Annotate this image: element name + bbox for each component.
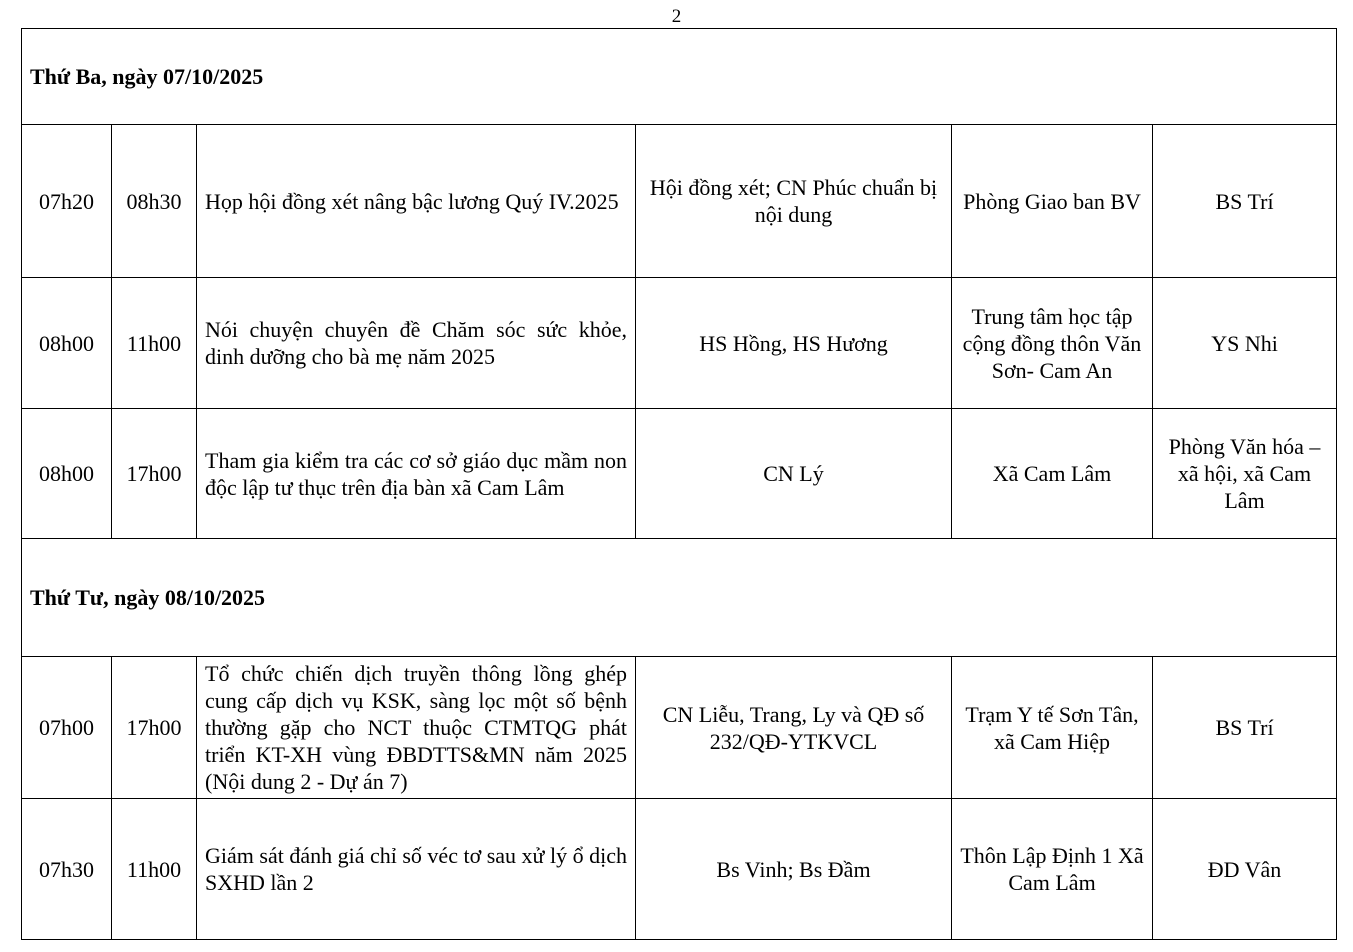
- start-time: 07h30: [22, 799, 112, 940]
- chair: BS Trí: [1153, 125, 1337, 278]
- chair: YS Nhi: [1153, 278, 1337, 409]
- end-time: 08h30: [112, 125, 197, 278]
- participants: CN Lý: [636, 409, 952, 539]
- location: Thôn Lập Định 1 Xã Cam Lâm: [952, 799, 1153, 940]
- end-time: 17h00: [112, 409, 197, 539]
- day-title: Thứ Ba, ngày 07/10/2025: [22, 29, 1337, 125]
- participants: Bs Vinh; Bs Đầm: [636, 799, 952, 940]
- activity-content: Nói chuyện chuyên đề Chăm sóc sức khỏe, dinh dưỡng cho bà mẹ năm 2025: [197, 278, 636, 409]
- page-number: 2: [671, 6, 682, 27]
- location: Phòng Giao ban BV: [952, 125, 1153, 278]
- schedule-table: [21, 28, 1337, 940]
- day-title: Thứ Tư, ngày 08/10/2025: [22, 539, 1337, 657]
- activity-content: Tham gia kiểm tra các cơ sở giáo dục mầm non độc lập tư thục trên địa bàn xã Cam Lâm: [197, 409, 636, 539]
- location: Trạm Y tế Sơn Tân, xã Cam Hiệp: [952, 657, 1153, 799]
- end-time: 11h00: [112, 278, 197, 409]
- chair: ĐD Vân: [1153, 799, 1337, 940]
- participants: CN Liễu, Trang, Ly và QĐ số 232/QĐ-YTKVCL: [636, 657, 952, 799]
- end-time: 17h00: [112, 657, 197, 799]
- start-time: 07h20: [22, 125, 112, 278]
- table-row: [22, 409, 1337, 539]
- participants: Hội đồng xét; CN Phúc chuẩn bị nội dung: [636, 125, 952, 278]
- day-header-row: [22, 29, 1337, 125]
- table-row: [22, 125, 1337, 278]
- start-time: 08h00: [22, 278, 112, 409]
- table-row: [22, 278, 1337, 409]
- participants: HS Hồng, HS Hương: [636, 278, 952, 409]
- table-row: [22, 799, 1337, 940]
- location: Xã Cam Lâm: [952, 409, 1153, 539]
- activity-content: Giám sát đánh giá chỉ số véc tơ sau xử lý ổ dịch SXHD lần 2: [197, 799, 636, 940]
- end-time: 11h00: [112, 799, 197, 940]
- activity-content: Họp hội đồng xét nâng bậc lương Quý IV.2025: [197, 125, 636, 278]
- activity-content: Tổ chức chiến dịch truyền thông lồng ghép cung cấp dịch vụ KSK, sàng lọc một số bệnh thường gặp cho NCT thuộc CTMTQG phát triển KT-XH vùng ĐBDTTS&MN năm 2025 (Nội dung 2 - Dự án 7): [197, 657, 636, 799]
- start-time: 08h00: [22, 409, 112, 539]
- chair: BS Trí: [1153, 657, 1337, 799]
- chair: Phòng Văn hóa – xã hội, xã Cam Lâm: [1153, 409, 1337, 539]
- location: Trung tâm học tập cộng đồng thôn Văn Sơn- Cam An: [952, 278, 1153, 409]
- table-row: [22, 657, 1337, 799]
- start-time: 07h00: [22, 657, 112, 799]
- day-header-row: [22, 539, 1337, 657]
